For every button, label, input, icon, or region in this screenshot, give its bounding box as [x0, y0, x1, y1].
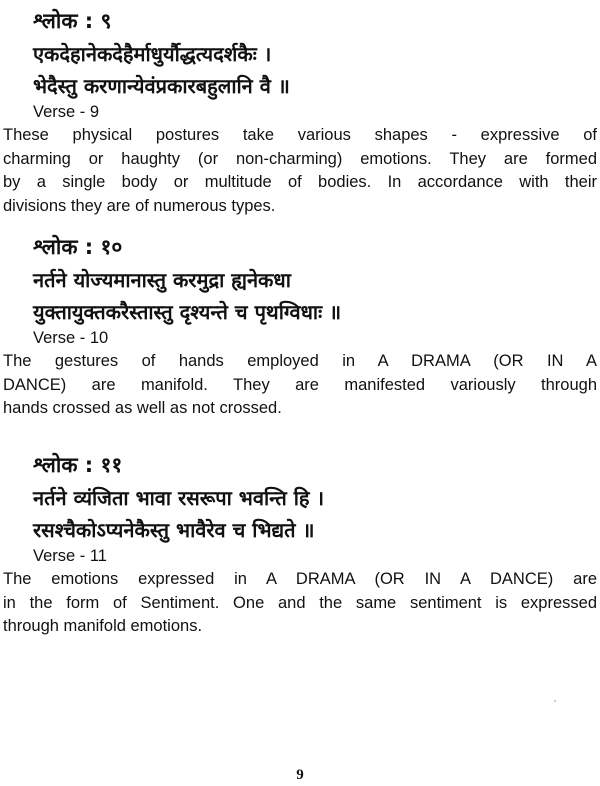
verse-label: Verse - 10 [33, 329, 109, 347]
sanskrit-line: भेदैस्तु करणान्येवंप्रकारबहुलानि वै ॥ [33, 74, 290, 98]
scan-speck [554, 700, 556, 702]
translation-paragraph [3, 350, 597, 421]
sanskrit-line: नर्तने योज्यमानास्तु करमुद्रा ह्यनेकधा [33, 268, 291, 292]
translation-line: DANCE) are manifold. They are manifested variously through [3, 375, 597, 394]
translation-line: divisions they are of numerous types. [3, 196, 276, 215]
translation-line: in the form of Sentiment. One and the same sentiment is expressed [3, 593, 597, 612]
sanskrit-line: एकदेहानेकदेहैर्माधुर्यौद्धत्यदर्शकैः । [33, 42, 272, 66]
sanskrit-line: रसश्चैकोऽप्यनेकैस्तु भावैरेव च भिद्यते ॥ [33, 518, 315, 542]
translation-paragraph [3, 124, 597, 218]
verse-label: Verse - 9 [33, 103, 100, 121]
translation-line: charming or haughty (or non-charming) emotions. They are formed [3, 149, 597, 168]
shloka-label: श्लोक : ११ [33, 453, 123, 477]
translation-line: hands crossed as well as not crossed. [3, 399, 282, 417]
verse-label: Verse - 11 [33, 547, 107, 565]
page-number: 9 [296, 767, 304, 783]
translation-paragraph [3, 568, 597, 639]
sanskrit-line: नर्तने व्यंजिता भावा रसरूपा भवन्ति हि । [33, 486, 325, 510]
shloka-label: श्लोक : १० [33, 235, 123, 259]
translation-line: by a single body or multitude of bodies. In accordance with their [3, 173, 597, 191]
translation-line: These physical postures take various shapes - expressive of [3, 126, 597, 144]
translation-line: The gestures of hands employed in A DRAMA (OR IN A [3, 352, 597, 370]
translation-line: The emotions expressed in A DRAMA (OR IN A DANCE) are [3, 570, 597, 588]
translation-line: through manifold emotions. [3, 617, 203, 635]
shloka-label: श्लोक : ९ [33, 9, 112, 33]
sanskrit-line: युक्तायुक्तकरैस्तास्तु दृश्यन्ते च पृथग्विधाः ॥ [33, 300, 342, 324]
